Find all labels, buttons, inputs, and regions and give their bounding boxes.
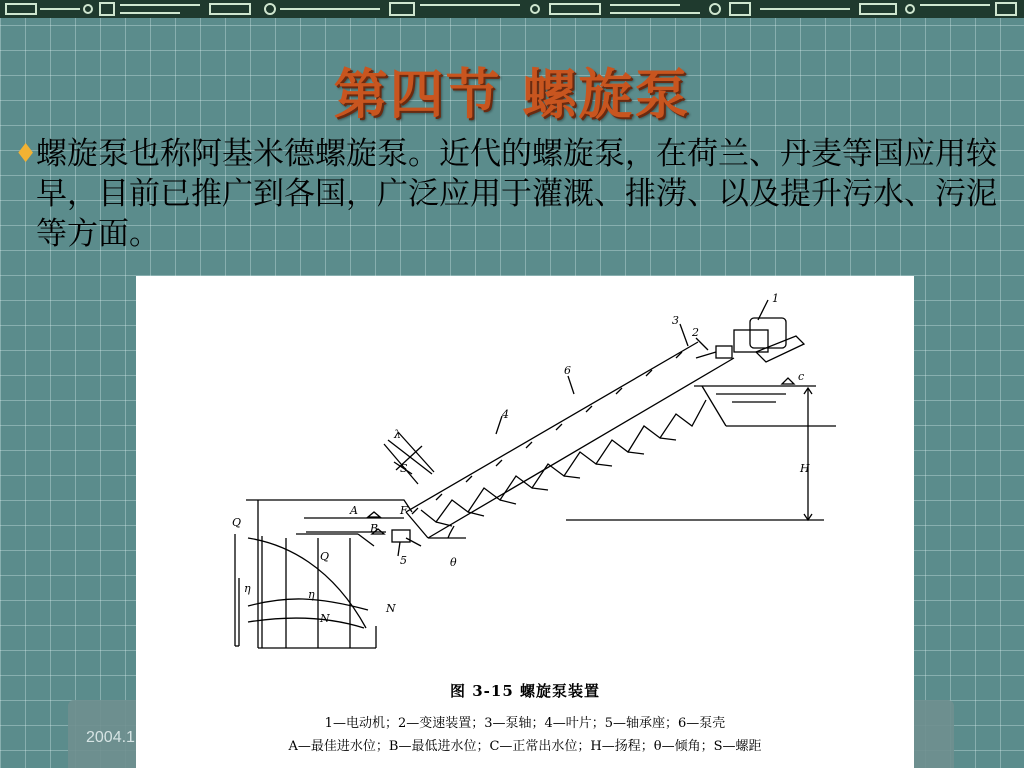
label-5: 5	[400, 554, 407, 567]
label-S: S	[400, 462, 408, 475]
label-B: B	[370, 522, 379, 535]
label-1: 1	[772, 292, 779, 305]
label-A: A	[350, 504, 358, 517]
label-F: F	[400, 504, 408, 517]
footer-date: 2004.1	[86, 729, 135, 746]
label-4: 4	[502, 408, 509, 421]
label-2: 2	[692, 326, 699, 339]
label-Q-curve: Q	[320, 550, 330, 563]
label-N-curve: N	[320, 612, 330, 625]
label-H: H	[800, 462, 810, 475]
label-6: 6	[564, 364, 571, 377]
circuit-decoration-bar	[0, 0, 1024, 18]
label-C: c	[798, 370, 805, 383]
screw-pump-figure	[136, 276, 914, 768]
figure-caption: 图 3-15 螺旋泵装置	[450, 682, 600, 700]
bullet-text: 螺旋泵也称阿基米德螺旋泵。近代的螺旋泵，在荷兰、丹麦等国应用较早，目前已推广到各国，广泛应用于灌溉、排涝、以及提升污水、污泥等方面。	[36, 136, 997, 252]
label-3: 3	[672, 314, 679, 327]
screw-pump-diagram	[136, 276, 914, 676]
figure-legend-line-2: A—最佳进水位；B—最低进水位；C—正常出水位；H—扬程；θ—倾角；S—螺距	[288, 739, 762, 754]
label-lambda: λ	[394, 428, 401, 441]
slide-title: 第四节 螺旋泵	[333, 62, 691, 126]
label-Q-axis: Q	[232, 516, 242, 529]
label-eta-curve: η	[308, 588, 315, 601]
label-eta-axis: η	[244, 582, 251, 595]
bullet-item	[14, 134, 1004, 254]
label-N-axis: N	[386, 602, 396, 615]
diamond-bullet-icon: ♦	[14, 139, 38, 169]
figure-legend-line-1: 1—电动机；2—变速装置；3—泵轴；4—叶片；5—轴承座；6—泵壳	[324, 716, 726, 731]
label-theta: θ	[450, 556, 457, 569]
